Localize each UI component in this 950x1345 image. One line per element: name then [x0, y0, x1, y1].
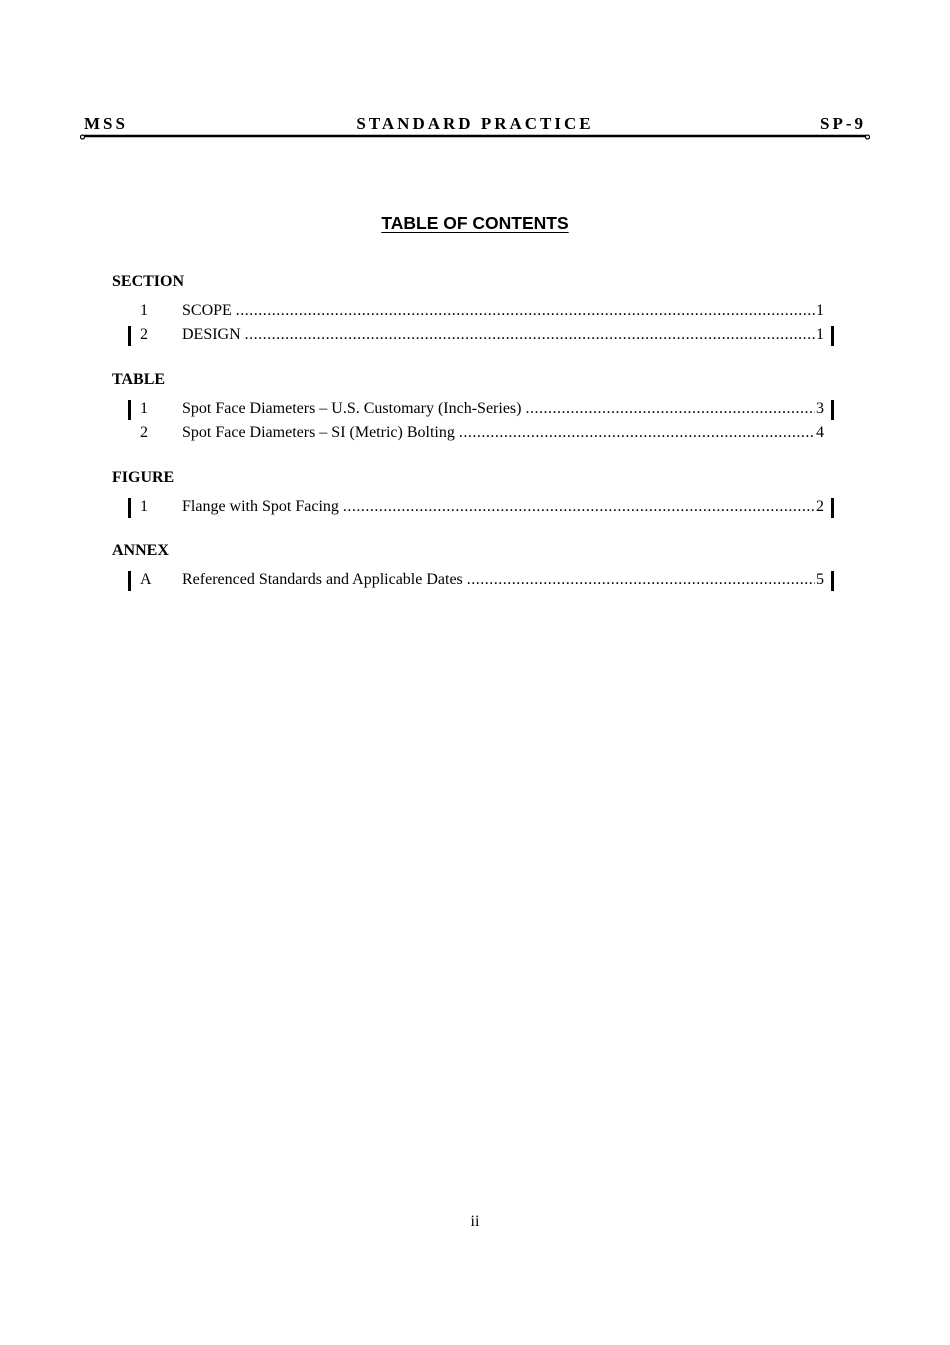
toc-title: TABLE OF CONTENTS [381, 213, 569, 233]
toc-entry-title: SCOPE [182, 302, 232, 319]
toc-entry-number: 1 [140, 302, 148, 319]
toc-group-heading-table: TABLE [112, 371, 166, 388]
toc-entry[interactable] [138, 399, 824, 419]
toc-entry-number: 1 [140, 400, 148, 417]
header-rule [80, 134, 870, 140]
toc-entry[interactable] [138, 301, 824, 321]
dot-leader [525, 399, 815, 419]
running-header [84, 114, 866, 134]
header-document-number: SP-9 [820, 114, 866, 133]
toc-group-heading-annex: ANNEX [112, 542, 169, 559]
toc-entry-number: 2 [140, 326, 148, 343]
toc-entry-title: DESIGN [182, 326, 241, 343]
dot-leader [343, 497, 815, 517]
toc-entry-title: Referenced Standards and Applicable Dates [182, 571, 463, 588]
toc-entry-number: 2 [140, 424, 148, 441]
dot-leader [245, 325, 815, 345]
toc-entry[interactable] [138, 570, 824, 590]
revision-bar-right [831, 571, 834, 591]
toc-group-heading-figure: FIGURE [112, 469, 175, 486]
toc-entry-number: A [140, 571, 152, 588]
toc-entry[interactable] [138, 423, 824, 443]
revision-bar-left [128, 326, 131, 346]
toc-entry-page: 1 [816, 302, 824, 319]
toc-entry[interactable] [138, 325, 824, 345]
toc-entry-title: Spot Face Diameters – U.S. Customary (Inch-Series) [182, 400, 522, 417]
dot-leader [236, 301, 815, 321]
toc-entry[interactable] [138, 497, 824, 517]
header-document-type: STANDARD PRACTICE [356, 114, 594, 133]
page-number: ii [470, 1213, 480, 1230]
toc-entry-page: 3 [816, 400, 824, 417]
revision-bar-right [831, 326, 834, 346]
toc-group-heading-section: SECTION [112, 273, 185, 290]
revision-bar-left [128, 400, 131, 420]
toc-entry-page: 5 [816, 571, 824, 588]
dot-leader [467, 570, 815, 590]
toc-entry-title: Flange with Spot Facing [182, 498, 339, 515]
toc-entry-number: 1 [140, 498, 148, 515]
dot-leader [459, 423, 815, 443]
toc-entry-title: Spot Face Diameters – SI (Metric) Bolting [182, 424, 455, 441]
revision-bar-right [831, 498, 834, 518]
revision-bar-right [831, 400, 834, 420]
toc-entry-page: 2 [816, 498, 824, 515]
header-organization: MSS [84, 114, 128, 133]
revision-bar-left [128, 498, 131, 518]
toc-entry-page: 4 [816, 424, 824, 441]
toc-entry-page: 1 [816, 326, 824, 343]
revision-bar-left [128, 571, 131, 591]
